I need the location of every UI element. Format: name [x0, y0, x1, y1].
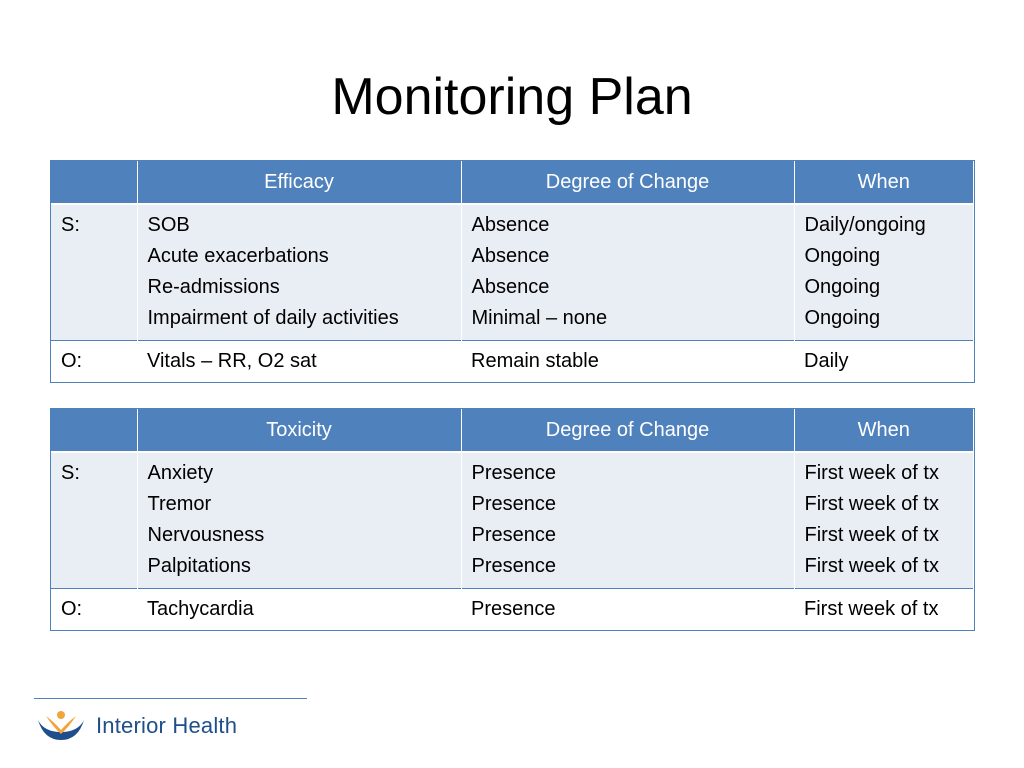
degree-item: Presence: [461, 589, 794, 631]
when-item: First week of tx: [794, 589, 973, 631]
efficacy-item: Vitals – RR, O2 sat: [137, 341, 461, 383]
list-item: Palpitations: [147, 555, 251, 577]
row-label: O:: [51, 589, 137, 631]
list-item: First week of tx: [804, 524, 939, 546]
table-header-row: [51, 161, 973, 204]
header-cell-degree: Degree of Change: [461, 161, 794, 204]
header-cell-when: When: [794, 161, 973, 204]
when-item: Daily: [794, 341, 973, 383]
list-item: Ongoing: [804, 245, 881, 267]
list-item: Absence: [471, 276, 550, 298]
table-row-objective: [51, 341, 973, 383]
list-item: Re-admissions: [147, 276, 280, 298]
list-item: Impairment of daily activities: [147, 307, 399, 329]
interior-health-logo: [34, 706, 237, 746]
degree-item: Remain stable: [461, 341, 794, 383]
list-item: Ongoing: [804, 307, 881, 329]
row-label: S:: [51, 204, 137, 341]
when-items: [794, 452, 973, 589]
list-item: First week of tx: [804, 493, 939, 515]
header-cell-blank: [51, 409, 137, 452]
header-cell-blank: [51, 161, 137, 204]
list-item: Ongoing: [804, 276, 881, 298]
list-item: Daily/ongoing: [804, 214, 926, 236]
toxicity-table: [51, 409, 974, 630]
list-item: Presence: [471, 555, 556, 577]
list-item: Minimal – none: [471, 307, 608, 329]
toxicity-items: [137, 452, 461, 589]
degree-items: [461, 204, 794, 341]
efficacy-table: [51, 161, 974, 382]
footer-divider: [34, 698, 307, 699]
row-label: O:: [51, 341, 137, 383]
list-item: First week of tx: [804, 555, 939, 577]
page-title: Monitoring Plan: [331, 68, 693, 126]
header-cell-efficacy: Efficacy: [137, 161, 461, 204]
interior-health-logo-icon: [34, 706, 88, 746]
header-cell-degree: Degree of Change: [461, 409, 794, 452]
list-item: First week of tx: [804, 462, 939, 484]
list-item: Presence: [471, 493, 556, 515]
header-cell-when: When: [794, 409, 973, 452]
table-row-subjective: [51, 204, 973, 341]
efficacy-items: [137, 204, 461, 341]
list-item: Acute exacerbations: [147, 245, 329, 267]
table-row-subjective: [51, 452, 973, 589]
list-item: Presence: [471, 462, 556, 484]
table-header-row: [51, 409, 973, 452]
list-item: Nervousness: [147, 524, 265, 546]
toxicity-item: Tachycardia: [137, 589, 461, 631]
list-item: Anxiety: [147, 462, 214, 484]
degree-items: [461, 452, 794, 589]
when-items: [794, 204, 973, 341]
table-row-objective: [51, 589, 973, 631]
row-label: S:: [51, 452, 137, 589]
list-item: Tremor: [147, 493, 212, 515]
logo-text: Interior Health: [96, 713, 238, 738]
header-cell-toxicity: Toxicity: [137, 409, 461, 452]
list-item: Absence: [471, 245, 550, 267]
list-item: Absence: [471, 214, 550, 236]
list-item: Presence: [471, 524, 556, 546]
list-item: SOB: [147, 214, 190, 236]
